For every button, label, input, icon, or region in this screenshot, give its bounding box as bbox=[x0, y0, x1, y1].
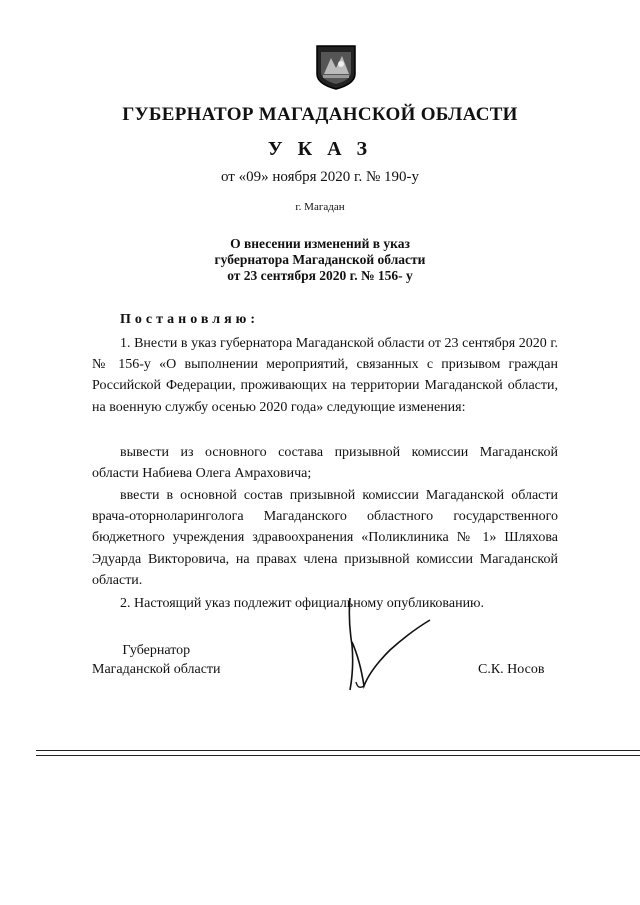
paragraph-4 bbox=[92, 593, 558, 614]
subject-line-1: О внесении изменений в указ bbox=[230, 236, 410, 251]
bottom-divider bbox=[36, 750, 640, 751]
decree-date-number: от «09» ноября 2020 г. № 190-у bbox=[220, 169, 420, 185]
signer-name: С.К. Носов bbox=[478, 662, 545, 677]
signer-position-line-1: Губернатор bbox=[122, 643, 191, 658]
decree-subject bbox=[0, 236, 640, 284]
decree-heading: У К А З bbox=[267, 138, 373, 160]
bottom-divider-secondary bbox=[36, 755, 640, 756]
coat-of-arms-emblem bbox=[315, 44, 357, 90]
paragraph-2 bbox=[92, 442, 558, 484]
city-name: г. Магадан bbox=[295, 201, 345, 213]
handwritten-signature bbox=[330, 590, 440, 700]
paragraph-4-text: 2. Настоящий указ подлежит официальному опубликованию. bbox=[120, 596, 485, 611]
signer-position bbox=[92, 641, 221, 679]
paragraph-3-text: ввести в основной состав призывной комиссии Магаданской области врача-оторноларинголога Магаданского областного государственного бюджетного учреждения здравоохранения «Поликлиника № 1» Шляхова Эдуарда Викторовича, на правах члена призывной комиссии Магаданской области. bbox=[92, 488, 558, 588]
decree-operative-word: Постановляю: bbox=[120, 312, 260, 327]
document-title: ГУБЕРНАТОР МАГАДАНСКОЙ ОБЛАСТИ bbox=[122, 104, 518, 125]
paragraph-2-text: вывести из основного состава призывной комиссии Магаданской области Набиева Олега Амраховича; bbox=[92, 445, 558, 482]
subject-line-2: губернатора Магаданской области bbox=[214, 252, 426, 267]
subject-line-3: от 23 сентября 2020 г. № 156- у bbox=[227, 268, 413, 283]
paragraph-1 bbox=[92, 333, 558, 418]
paragraph-3 bbox=[92, 485, 558, 591]
paragraph-1-text: 1. Внести в указ губернатора Магаданской области от 23 сентября 2020 г. № 156-у «О выполнении мероприятий, связанных с призывом граждан Российской Федерации, проживающих на территории Магаданской области, на военную службу осенью 2020 года» следующие изменения: bbox=[92, 336, 558, 415]
signer-position-line-2: Магаданской области bbox=[92, 662, 221, 677]
